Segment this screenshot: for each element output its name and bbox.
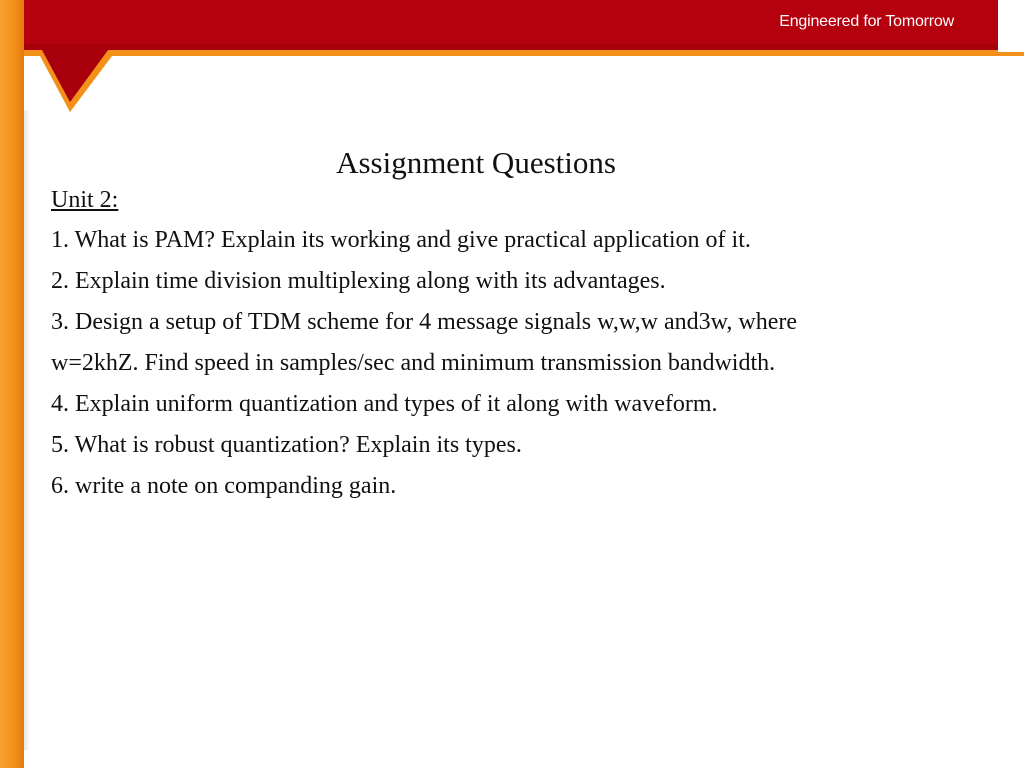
brand-tagline: Engineered for Tomorrow: [779, 13, 954, 30]
left-orange-stripe: [0, 0, 24, 768]
unit-label: Unit 2:: [51, 187, 119, 213]
question-item: 1. What is PAM? Explain its working and give practical application of it.: [51, 227, 751, 253]
question-list: [51, 184, 911, 511]
banner-right-edge: [998, 0, 1024, 52]
question-item: 5. What is robust quantization? Explain its types.: [51, 432, 522, 458]
left-stripe-shadow: [24, 110, 30, 750]
question-item: 4. Explain uniform quantization and types of it along with waveform.: [51, 391, 718, 417]
question-item: 2. Explain time division multiplexing along with its advantages.: [51, 268, 666, 294]
page-title: Assignment Questions: [336, 145, 616, 180]
question-item: w=2khZ. Find speed in samples/sec and minimum transmission bandwidth.: [51, 350, 776, 376]
question-item: 6. write a note on companding gain.: [51, 473, 397, 499]
question-item: 3. Design a setup of TDM scheme for 4 message signals w,w,w and3w, where: [51, 309, 798, 335]
